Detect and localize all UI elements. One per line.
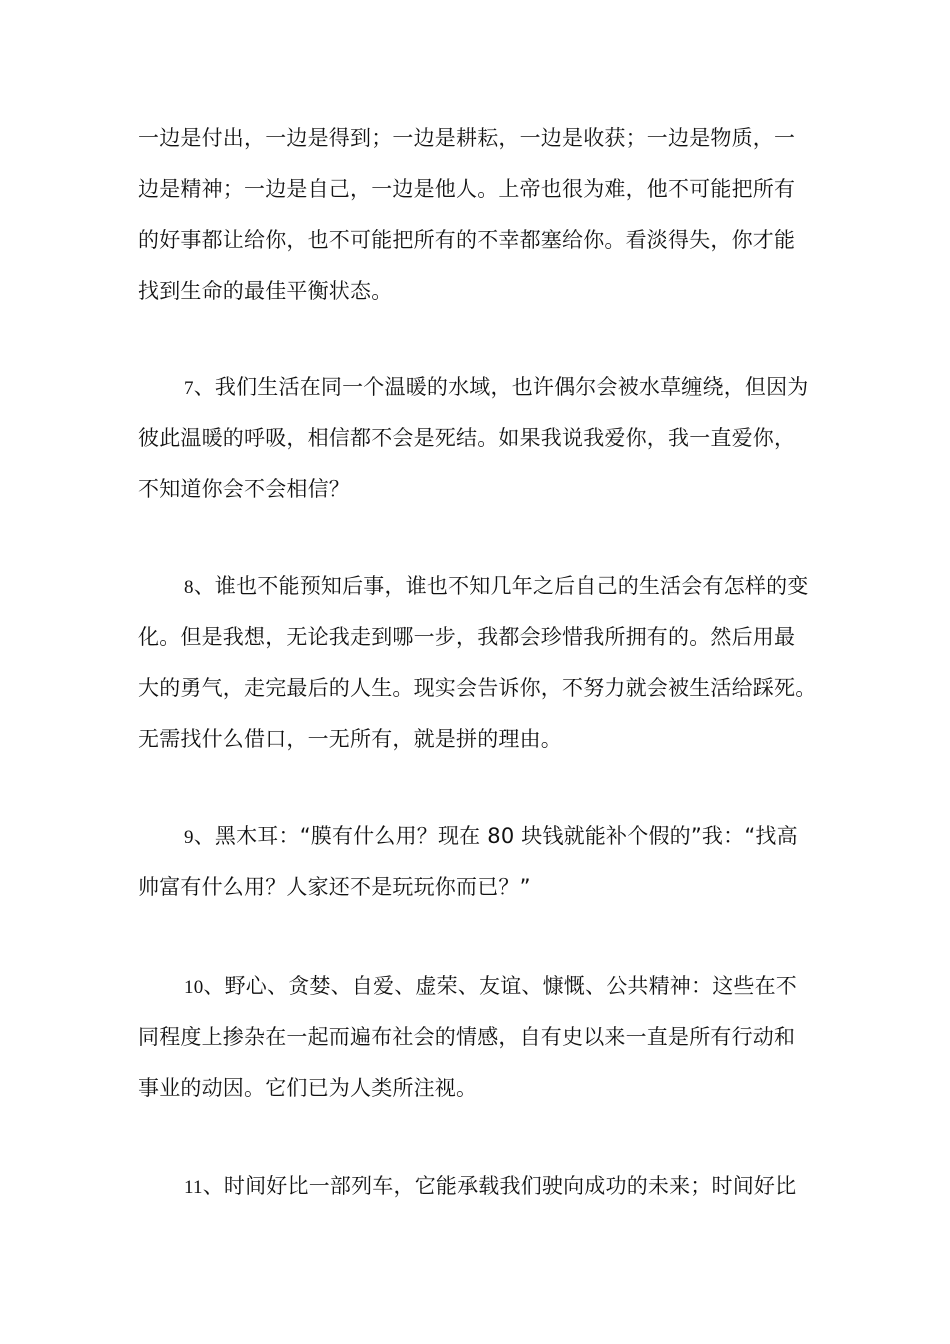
text-line: 不知道你会不会相信？: [138, 477, 350, 501]
item-number: 11: [184, 1177, 203, 1198]
text-line-content: 、我们生活在同一个温暖的水域，也许偶尔会被水草缠绕，但因为: [193, 375, 809, 399]
text-line: 无需找什么借口，一无所有，就是拼的理由。: [138, 727, 562, 751]
text-line: 边是精神；一边是自己，一边是他人。上帝也很为难，他不可能把所有: [138, 177, 796, 201]
text-line: 大的勇气，走完最后的人生。现实会告诉你，不努力就会被生活给踩死。: [138, 676, 817, 700]
text-line-content: 、谁也不能预知后事，谁也不知几年之后自己的生活会有怎样的变: [193, 574, 809, 598]
text-line: [138, 1161, 828, 1212]
item-number: 10: [184, 977, 204, 998]
text-line-content: 、黑木耳：“膜有什么用？现在 80 块钱就能补个假的”我：“找高: [193, 824, 798, 848]
text-line: 事业的动因。它们已为人类所注视。: [138, 1076, 478, 1100]
item-number: 7: [184, 378, 194, 399]
text-line: 彼此温暖的呼吸，相信都不会是死结。如果我说我爱你，我一直爱你，: [138, 426, 796, 450]
text-line: 帅富有什么用？人家还不是玩玩你而已？”: [138, 875, 531, 899]
paragraph-11: [138, 1161, 828, 1212]
text-line: 化。但是我想，无论我走到哪一步，我都会珍惜我所拥有的。然后用最: [138, 625, 796, 649]
text-line: 一边是付出，一边是得到；一边是耕耘，一边是收获；一边是物质，一: [138, 126, 796, 150]
text-line: 找到生命的最佳平衡状态。: [138, 279, 393, 303]
text-line: [138, 561, 828, 612]
text-line: [138, 362, 828, 413]
paragraph-8: [138, 561, 828, 765]
text-line-content: 、野心、贪婪、自爱、虚荣、友谊、慷慨、公共精神：这些在不: [203, 974, 798, 998]
item-number: 9: [184, 827, 194, 848]
text-line: 同程度上掺杂在一起而遍布社会的情感，自有史以来一直是所有行动和: [138, 1025, 796, 1049]
text-line-content: 、时间好比一部列车，它能承载我们驶向成功的未来；时间好比: [202, 1174, 797, 1198]
paragraph-7: [138, 362, 828, 515]
item-number: 8: [184, 577, 194, 598]
text-line: [138, 811, 828, 862]
paragraph-10: [138, 961, 828, 1114]
text-line: [138, 961, 828, 1012]
paragraph-9: [138, 811, 828, 913]
text-line: 的好事都让给你，也不可能把所有的不幸都塞给你。看淡得失，你才能: [138, 228, 796, 252]
paragraph-6-continued: [138, 113, 828, 317]
